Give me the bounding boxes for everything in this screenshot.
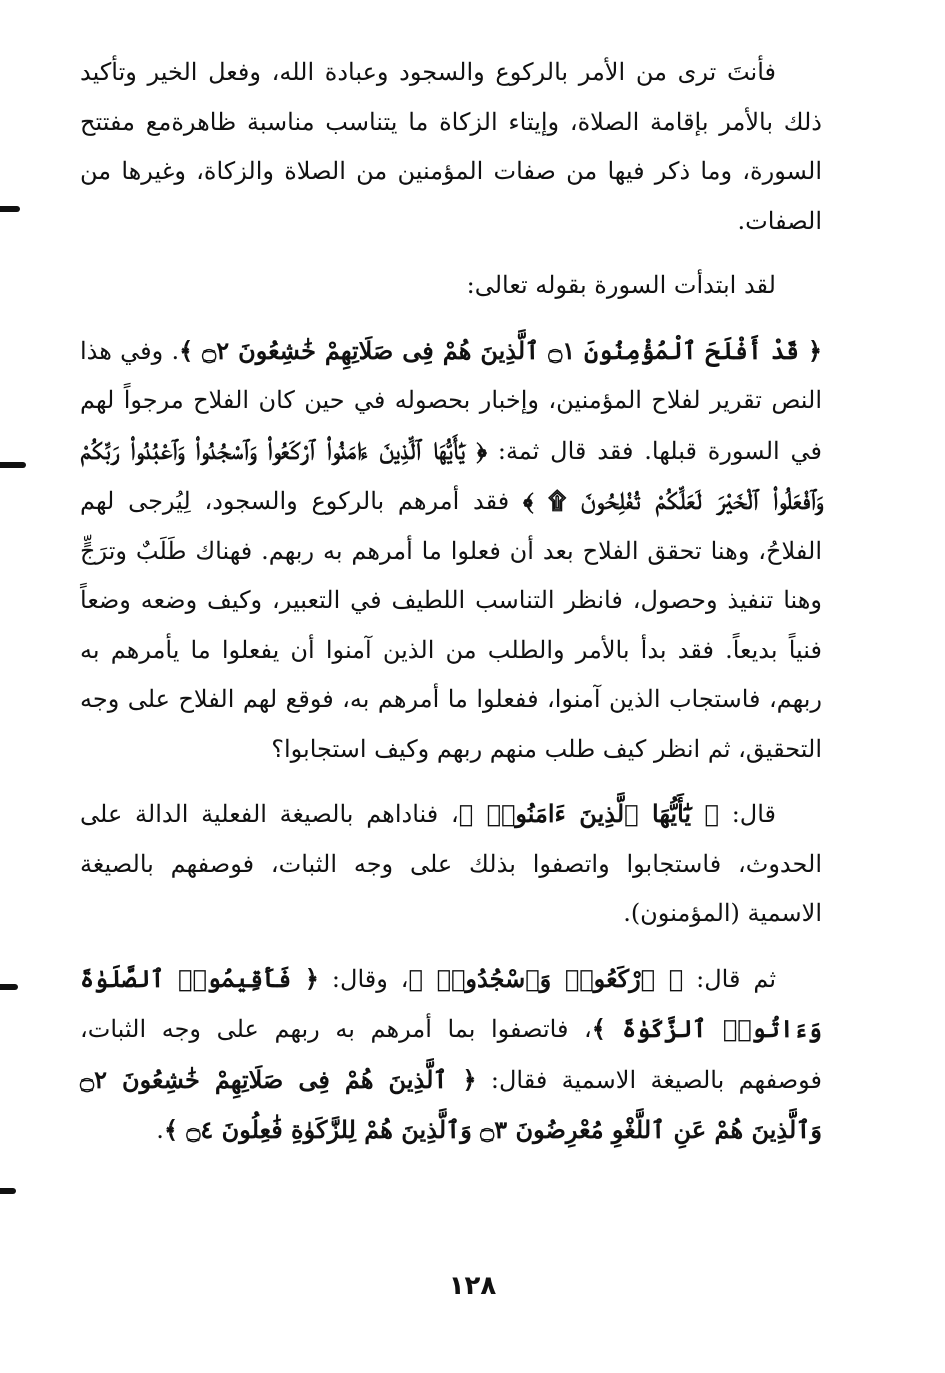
- margin-mark: [0, 206, 20, 212]
- paragraph-gap: [80, 311, 822, 326]
- body-text: .: [156, 1116, 164, 1144]
- paragraph-gap: [80, 246, 822, 261]
- page-body: [80, 48, 822, 1156]
- paragraph-p3: [80, 326, 822, 775]
- quran-verse: ﴿ فَأَقِيمُوا۟ ٱلصَّلَوٰةَ وَءَاتُوا۟ ٱلزَّكَوٰةَ ﴾: [80, 963, 822, 1043]
- quran-verse: ﴿ قَدْ أَفْلَحَ ٱلْمُؤْمِنُونَ ۝١ ٱلَّذِينَ هُمْ فِى صَلَاتِهِمْ خَٰشِعُونَ ۝٢ ﴾: [179, 335, 823, 365]
- paragraph-gap: [80, 939, 822, 954]
- body-text: لقد ابتدأت السورة بقوله تعالى:: [466, 271, 776, 299]
- margin-mark: [0, 984, 18, 990]
- paragraph-p1: [80, 48, 822, 246]
- paragraph-gap: [80, 774, 822, 789]
- body-text: ، وقال:: [318, 964, 409, 993]
- quran-verse: ﴿ يَٰٓأَيُّهَا ٱلَّذِينَ ءَامَنُوا۟ ﴾: [458, 799, 719, 828]
- body-text: فقد أمرهم بالركوع والسجود، لِيُرجى لهم الفلاحُ، وهنا تحقق الفلاح بعد أن فعلوا ما أمرهم به ربهم. فهناك طَلَبٌ وترَجٍّ وهنا تنفيذ وحصول، فانظر التناسب اللطيف في التعبير، وكيف وضعه وضعاً فنياً بديعاً. فقد بدأ بالأمر والطلب من الذين آمنوا أن يفعلوا ما يأمرهم به ربهم، فاستجاب الذين آمنوا، ففعلوا ما أمرهم به، فوقع لهم الفلاح على وجه التحقيق، ثم انظر كيف طلب منهم ربهم وكيف استجابوا؟: [80, 487, 822, 763]
- body-text: . وفي هذا النص تقرير لفلاح المؤمنين، وإخبار بحصوله في حين كان الفلاح مرجواً لهم في السورة قبلها. فقد قال ثمة:: [80, 336, 823, 465]
- margin-mark: [0, 462, 26, 468]
- paragraph-p4: [80, 789, 822, 939]
- quran-verse: ﴿ ٱلَّذِينَ هُمْ فِى صَلَاتِهِمْ خَٰشِعُونَ ۝٢ وَٱلَّذِينَ هُمْ عَنِ ٱللَّغْوِ مُعْرِضُونَ ۝٣ وَٱلَّذِينَ هُمْ لِلزَّكَوٰةِ فَٰعِلُونَ ۝٤ ﴾: [80, 1064, 822, 1144]
- body-text: ، فاتصفوا بما أمرهم به ربهم على وجه الثبات، فوصفهم بالصيغة الاسمية فقال:: [80, 1015, 823, 1094]
- quran-verse: ﴿ يَٰٓأَيُّهَا ٱلَّذِينَ ءَامَنُوا۟ ٱرْكَعُوا۟ وَٱسْجُدُوا۟ وَٱعْبُدُوا۟ رَبَّكُمْ وَٱفْعَلُوا۟ ٱلْخَيْرَ لَعَلَّكُمْ تُفْلِحُونَ ۩ ﴾: [80, 435, 823, 515]
- body-text: فأنتَ ترى من الأمر بالركوع والسجود وعبادة الله، وفعل الخير وتأكيد ذلك بالأمر بإقامة الصلاة، وإيتاء الزكاة ما يتناسب مناسبة ظاهرةمع مفتتح السورة، وما ذكر فيها من صفات المؤمنين من الصلاة والزكاة، وغيرها من الصفات.: [80, 58, 822, 235]
- page-number: ١٢٨: [448, 1271, 497, 1301]
- body-text: قال:: [718, 800, 777, 828]
- paragraph-p2: [80, 261, 822, 311]
- body-text: ثم قال:: [683, 964, 777, 993]
- body-text: ، فناداهم بالصيغة الفعلية الدالة على الحدوث، فاستجابوا واتصفوا بذلك على وجه الثبات، فوصفهم بالصيغة الاسمية (المؤمنون).: [80, 800, 822, 927]
- margin-mark: [0, 1188, 16, 1194]
- paragraph-p5: [80, 954, 822, 1156]
- quran-verse: ﴿ ٱرْكَعُوا۟ وَٱسْجُدُوا۟ ﴾: [408, 963, 684, 993]
